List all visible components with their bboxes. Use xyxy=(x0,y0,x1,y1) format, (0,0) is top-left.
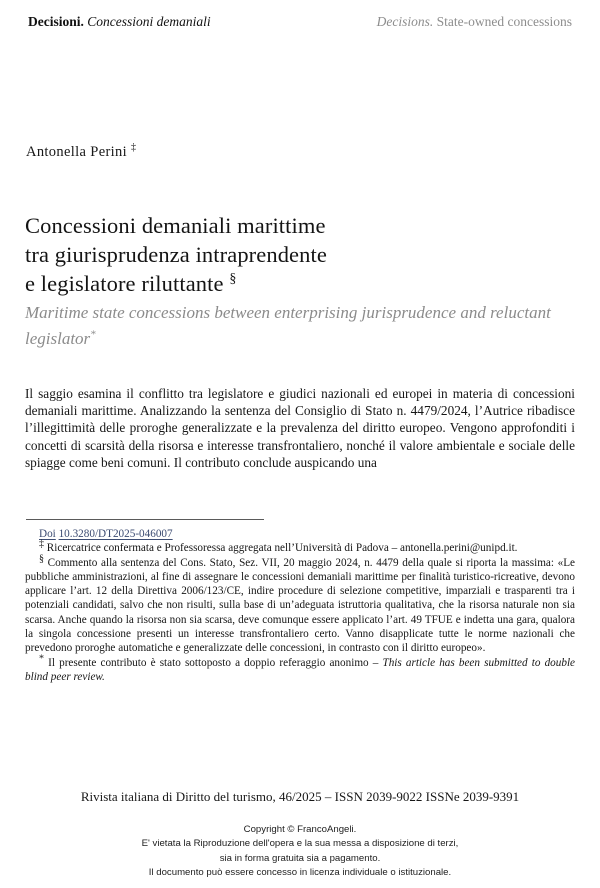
copyright-line-2: E' vietata la Riproduzione dell'opera e la sua messa a disposizione di terzi, xyxy=(141,838,459,850)
doi-link[interactable] xyxy=(25,527,575,541)
title-footnote-marker: § xyxy=(229,271,237,287)
copyright-line-1: Copyright © FrancoAngeli. xyxy=(243,824,357,835)
footnote-section-marker: § xyxy=(39,552,44,564)
footnote-section-text: Commento alla sentenza del Cons. Stato, Sez. VII, 20 maggio 2024, n. 4479 della quale si riporta la massima: «Le pubbliche amministrazioni, al fine di assegnare le concessioni demaniali marittime per finalità turistico-ricreative, devono applicare l’art. 12 della Direttiva 2006/123/CE, indire procedure di selezione competitive, imparziali e trasparenti tra i potenziali candidati, salvo che non risulti, sulla base di un’adeguata istruttoria qualitativa, che la risorsa naturale non sia scarsa. Anche quando la risorsa non sia scarsa, deve comunque essere applicato l’art. 49 TFUE e indetta una gara, qualora la singola concessione presenti un interesse transfrontaliero certo. Vanno disapplicate tutte le norme nazionali che prevedono proroghe automatiche e generalizzate delle concessioni, in contrasto con il diritto europeo». xyxy=(25,556,575,655)
subtitle-footnote-marker: * xyxy=(90,328,96,341)
author-byline xyxy=(26,142,136,162)
doi-value: 10.3280/DT2025-046007 xyxy=(58,528,173,540)
running-header-left xyxy=(28,13,211,31)
subtitle-english xyxy=(25,300,570,352)
footnote-star xyxy=(25,652,576,685)
footnote-star-marker: * xyxy=(39,652,44,664)
running-header-left-italic: Concessioni demaniali xyxy=(87,14,211,29)
subtitle-text: Maritime state concessions between enterprising jurisprudence and reluctant legislator xyxy=(25,303,551,348)
running-header-right-regular: State-owned concessions xyxy=(436,14,572,29)
running-header-right-italic: Decisions. xyxy=(376,14,434,29)
footnote-star-text-it: Il presente contributo è stato sottoposto a doppio referaggio anonimo – xyxy=(48,656,383,669)
footnote-dagger xyxy=(25,538,575,555)
footnote-dagger-text: Ricercatrice confermata e Professoressa aggregata nell’Università di Padova – antonella.perini@unipd.it. xyxy=(46,542,518,555)
copyright-line-3: sia in forma gratuita sia a pagamento. xyxy=(219,852,381,864)
title-line-2: tra giurisprudenza intraprendente xyxy=(25,242,327,268)
footnote-star-text-en: This article has been submitted to double blind peer review. xyxy=(25,656,576,683)
author-footnote-marker: ‡ xyxy=(131,142,137,154)
footnotes-block xyxy=(25,527,575,684)
doi-label: Doi xyxy=(39,528,56,540)
running-header-left-bold: Decisioni. xyxy=(28,14,84,29)
copyright-line-4: Il documento può essere concesso in licenza individuale o istituzionale. xyxy=(148,866,452,878)
abstract-paragraph: Il saggio esamina il conflitto tra legislatore e giudici nazionali ed europei in materia di concessioni demaniali marittime. Analizzando la sentenza del Consiglio di Stato n. 4479/2024, l’Autrice ribadisce l’illegittimità delle proroghe generalizzate e la prevalenza del diritto europeo. Vengono approfonditi i concetti di scarsità della risorsa e interesse transfrontaliero, nonché il valore ambientale e sociale delle spiagge come beni comuni. Il contributo conclude auspicando una xyxy=(25,386,575,470)
running-header-right xyxy=(377,13,572,31)
footnote-section xyxy=(25,552,575,656)
author-name: Antonella Perini xyxy=(26,144,128,160)
footnote-separator-rule xyxy=(26,519,264,520)
page-title xyxy=(25,211,560,298)
title-line-1: Concessioni demaniali marittime xyxy=(25,213,326,239)
title-line-3: e legislatore riluttante xyxy=(25,271,224,297)
journal-footer-line: Rivista italiana di Diritto del turismo, 46/2025 – ISSN 2039-9022 ISSNe 2039-9391 xyxy=(80,789,520,804)
copyright-block xyxy=(0,823,600,880)
running-header xyxy=(28,13,572,31)
footnote-dagger-marker: ‡ xyxy=(39,538,44,550)
